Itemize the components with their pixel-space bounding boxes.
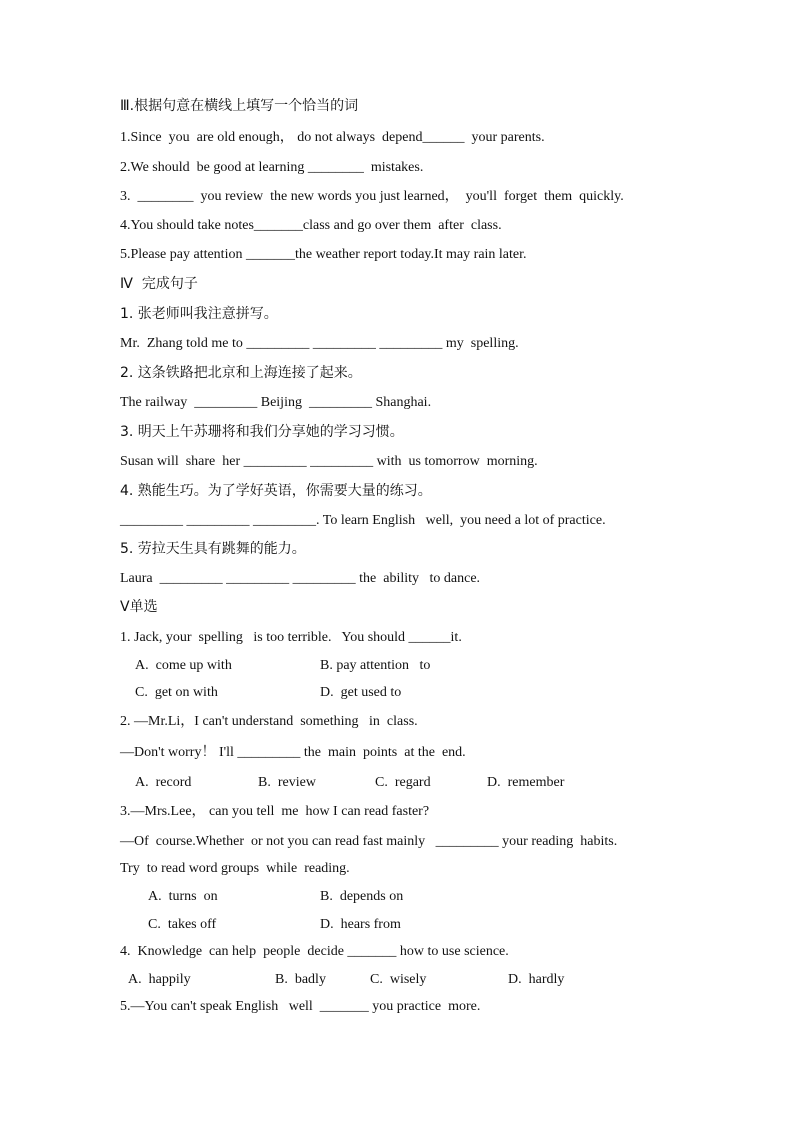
section-3-item-1: 1.Since you are old enough， do not always depend______ your parents. bbox=[120, 130, 545, 145]
question-2-option-d: D. remember bbox=[487, 775, 565, 790]
question-4-option-b: B. badly bbox=[275, 972, 326, 987]
question-4-option-d: D. hardly bbox=[508, 972, 565, 987]
question-2-stem-2: —Don't worry！ I'll _________ the main points at the end. bbox=[120, 745, 466, 760]
section-3-heading: Ⅲ.根据句意在横线上填写一个恰当的词 bbox=[120, 98, 359, 114]
section-4-heading: Ⅳ 完成句子 bbox=[120, 276, 198, 292]
section-4-item-5-en: Laura _________ _________ _________ the ability to dance. bbox=[120, 571, 481, 586]
section-4-item-1-en: Mr. Zhang told me to _________ _________ _________ my spelling. bbox=[120, 336, 519, 351]
question-3-option-c: C. takes off bbox=[148, 917, 217, 932]
question-3-stem-3: Try to read word groups while reading. bbox=[120, 861, 350, 876]
section-5-heading: Ⅴ单选 bbox=[120, 599, 158, 615]
section-4-item-5-cn: 5. 劳拉天生具有跳舞的能力。 bbox=[120, 541, 306, 557]
question-2-option-b: B. review bbox=[258, 775, 316, 790]
section-4-item-3-cn: 3. 明天上午苏珊将和我们分享她的学习习惯。 bbox=[120, 424, 404, 440]
question-1-option-a: A. come up with bbox=[135, 658, 232, 673]
question-2-stem-1: 2. —Mr.Li，I can't understand something in class. bbox=[120, 714, 418, 729]
section-3-item-3: 3. ________ you review the new words you just learned， you'll forget them quickly. bbox=[120, 189, 624, 204]
question-3-option-d: D. hears from bbox=[320, 917, 401, 932]
question-1-stem: 1. Jack, your spelling is too terrible. You should ______it. bbox=[120, 630, 462, 645]
section-4-item-4-cn: 4. 熟能生巧。为了学好英语，你需要大量的练习。 bbox=[120, 483, 432, 499]
section-4-item-3-en: Susan will share her _________ _________ with us tomorrow morning. bbox=[120, 454, 538, 469]
question-1-option-c: C. get on with bbox=[135, 685, 218, 700]
section-4-item-4-en: _________ _________ _________. To learn English well, you need a lot of practice. bbox=[120, 513, 606, 528]
question-3-stem-2: —Of course.Whether or not you can read fast mainly _________ your reading habits. bbox=[120, 834, 618, 849]
section-3-item-2: 2.We should be good at learning ________ mistakes. bbox=[120, 160, 424, 175]
question-2-option-c: C. regard bbox=[375, 775, 431, 790]
question-3-option-b: B. depends on bbox=[320, 889, 404, 904]
question-2-option-a: A. record bbox=[135, 775, 192, 790]
question-4-stem: 4. Knowledge can help people decide _______ how to use science. bbox=[120, 944, 509, 959]
question-3-stem-1: 3.—Mrs.Lee， can you tell me how I can read faster? bbox=[120, 804, 430, 819]
section-3-item-4: 4.You should take notes_______class and go over them after class. bbox=[120, 218, 502, 233]
question-4-option-c: C. wisely bbox=[370, 972, 427, 987]
question-1-option-d: D. get used to bbox=[320, 685, 402, 700]
section-3-item-5: 5.Please pay attention _______the weather report today.It may rain later. bbox=[120, 247, 527, 262]
question-4-option-a: A. happily bbox=[128, 972, 191, 987]
section-4-item-2-en: The railway _________ Beijing _________ Shanghai. bbox=[120, 395, 432, 410]
section-4-item-2-cn: 2. 这条铁路把北京和上海连接了起来。 bbox=[120, 365, 362, 381]
question-1-option-b: B. pay attention to bbox=[320, 658, 431, 673]
section-4-item-1-cn: 1. 张老师叫我注意拼写。 bbox=[120, 306, 278, 322]
question-5-stem: 5.—You can't speak English well _______ you practice more. bbox=[120, 999, 481, 1014]
question-3-option-a: A. turns on bbox=[148, 889, 218, 904]
